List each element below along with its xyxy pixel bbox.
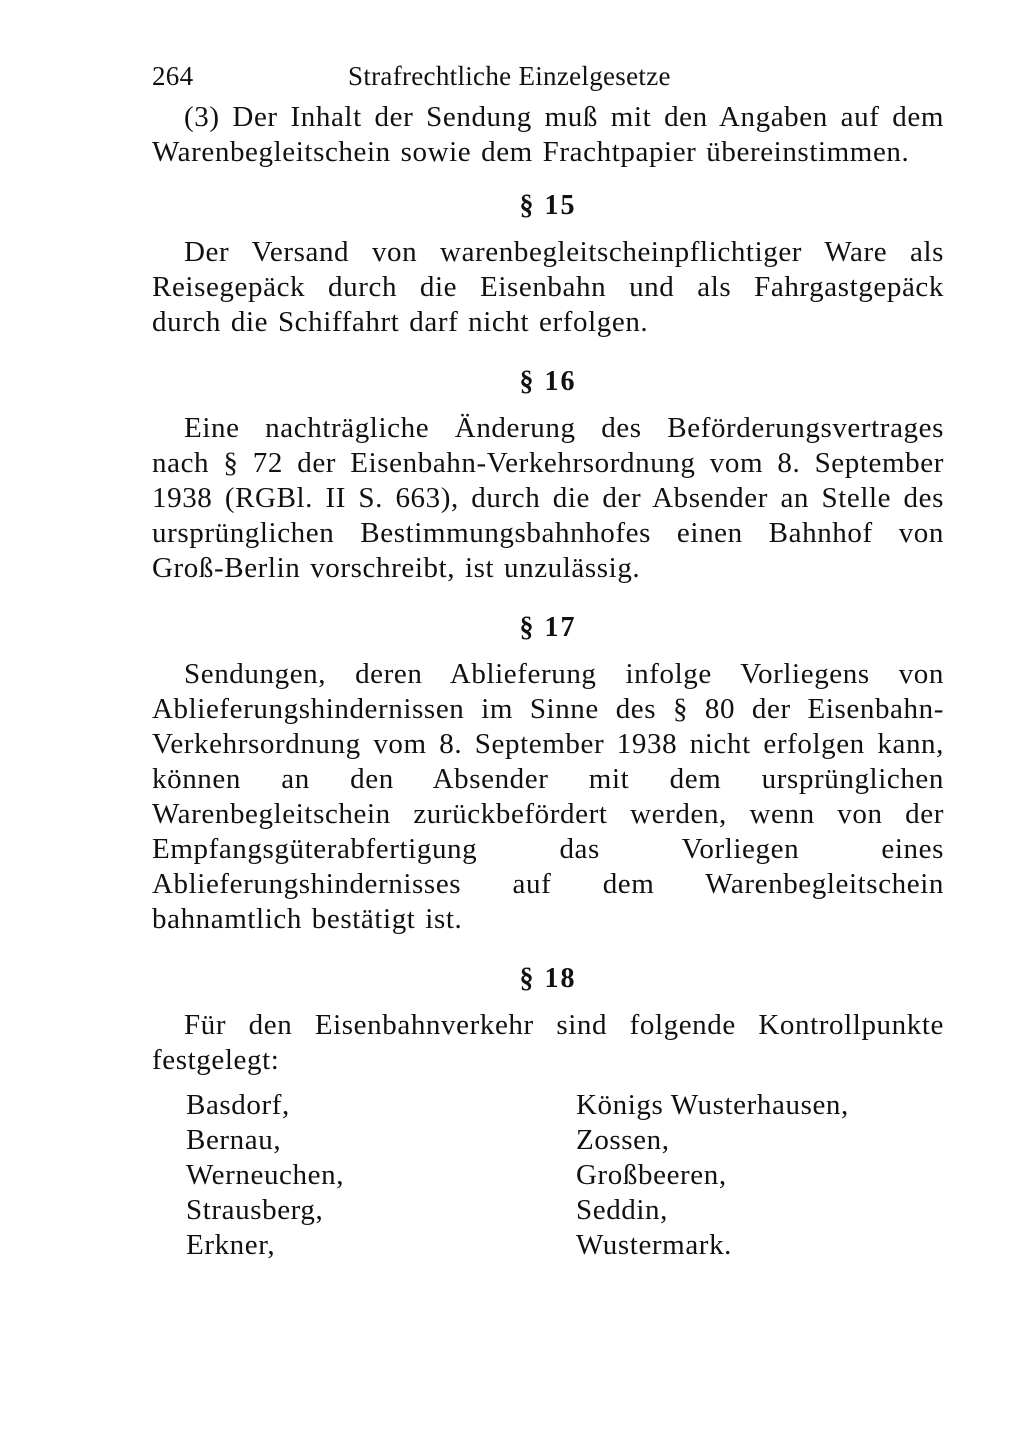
control-point: Zossen, <box>576 1124 670 1156</box>
section-heading-16: § 16 <box>519 366 577 397</box>
control-point: Werneuchen, <box>186 1159 345 1191</box>
section-text-18: Für den Eisenbahnverkehr sind folgende Kontrollpunkte festgelegt: <box>152 1009 944 1076</box>
control-points-list <box>186 1088 944 1263</box>
control-point: Seddin, <box>576 1194 669 1226</box>
control-point: Großbeeren, <box>576 1159 727 1191</box>
control-points-left-column <box>186 1088 576 1263</box>
control-point: Königs Wusterhausen, <box>576 1089 849 1121</box>
control-point: Bernau, <box>186 1124 282 1156</box>
section-text-17: Sendungen, deren Ablieferung infolge Vorliegens von Ablieferungshindernissen im Sinne des § 80 der Eisenbahn-Verkehrsordnung vom 8. September 1938 nicht erfolgen kann, können an den Absender mit dem ursprünglichen Warenbegleitschein zurückbefördert werden, wenn von der Empfangsgüterabfertigung das Vorliegen eines Ablieferungshindernisses auf dem Warenbegleitschein bahnamtlich bestätigt ist. <box>152 658 944 935</box>
control-point: Strausberg, <box>186 1194 324 1226</box>
document-page <box>152 58 944 1263</box>
running-title: Strafrechtliche Einzelgesetze <box>348 61 671 91</box>
section-heading-17: § 17 <box>519 612 577 643</box>
intro-paragraph: (3) Der Inhalt der Sendung muß mit den Angaben auf dem Warenbegleitschein sowie dem Frachtpapier übereinstimmen. <box>152 101 944 168</box>
control-point: Erkner, <box>186 1229 276 1261</box>
control-point: Wustermark. <box>576 1229 733 1261</box>
page-number: 264 <box>152 61 194 91</box>
section-heading-15: § 15 <box>519 190 577 221</box>
control-point: Basdorf, <box>186 1089 290 1121</box>
control-points-right-column <box>576 1088 849 1263</box>
page-header <box>152 58 944 94</box>
section-heading-18: § 18 <box>519 963 577 994</box>
section-text-15: Der Versand von warenbegleitscheinpflichtiger Ware als Reisegepäck durch die Eisenbahn und als Fahrgastgepäck durch die Schiffahrt darf nicht erfolgen. <box>152 236 944 338</box>
section-text-16: Eine nachträgliche Änderung des Beförderungsvertrages nach § 72 der Eisenbahn-Verkehrsordnung vom 8. September 1938 (RGBl. II S. 663), durch die der Absender an Stelle des ursprünglichen Bestimmungsbahnhofes einen Bahnhof von Groß-Berlin vorschreibt, ist unzulässig. <box>152 412 944 584</box>
